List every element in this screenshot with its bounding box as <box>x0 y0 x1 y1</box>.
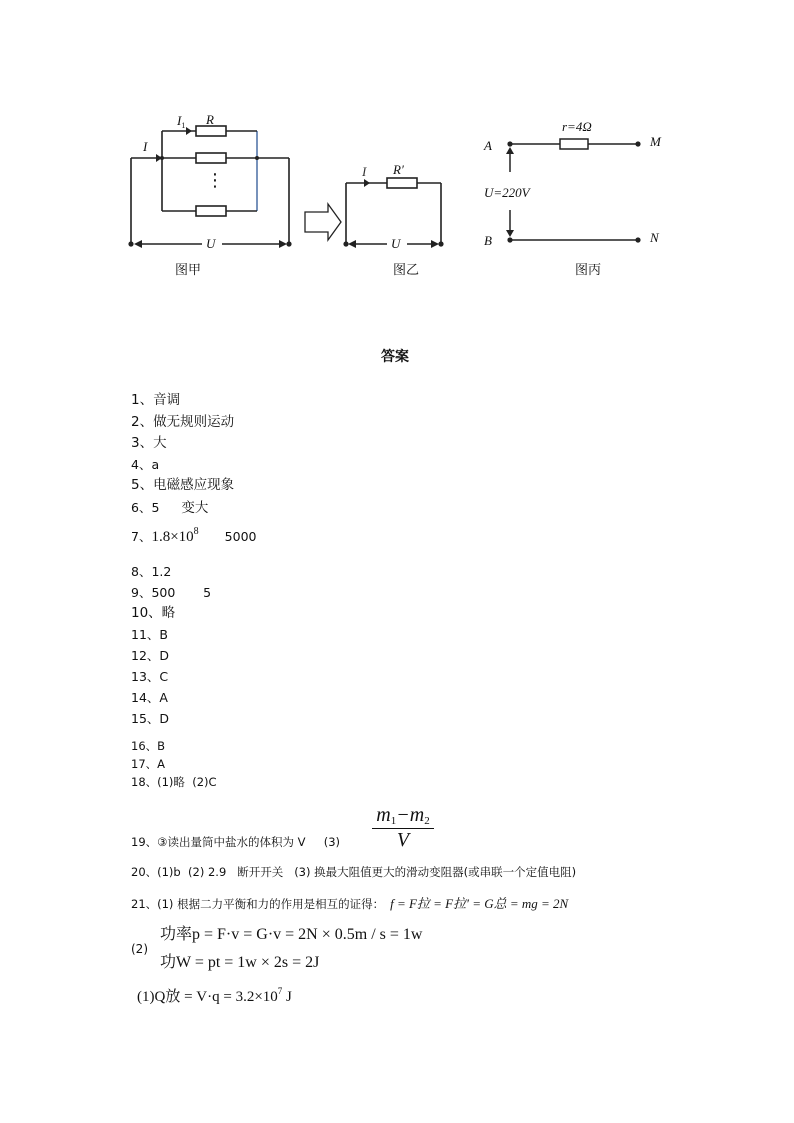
answer-8: 8、1.2 <box>131 564 172 579</box>
answer-13: 13、C <box>131 669 169 684</box>
answer-21: 21、(1) 根据二力平衡和力的作用是相互的证得： f = F拉 = F拉′ = G总 = mg = 2N <box>131 896 569 911</box>
answer-21-work: 功W = pt = 1w × 2s = 2J <box>160 954 320 971</box>
label-R: R <box>206 112 214 127</box>
answer-4: 4、a <box>131 457 160 472</box>
label-U-yi: U <box>391 236 401 251</box>
answer-12: 12、D <box>131 648 170 663</box>
answer-22: (1)Q放 = $V\cdot q = 3.2\times 10^7$ J <box>137 986 292 1005</box>
label-I: I <box>143 139 148 154</box>
label-N: N <box>650 230 659 245</box>
answer-18: 18、(1)略 (2)C <box>131 775 217 789</box>
answer-20: 20、(1)b (2) 2.9 断开开关 (3) 换最大阻值更大的滑动变阻器(或串联一个定值电阻) <box>131 865 577 879</box>
label-I1: $I_1$ <box>177 113 186 130</box>
answer-1: 1、音调 <box>131 392 181 408</box>
answer-16: 16、B <box>131 739 166 753</box>
label-U-220V: U=220V <box>484 185 530 200</box>
answer-21-power: 功率p = F·v = G·v = 2N × 0.5m / s = 1w <box>160 926 423 943</box>
label-r: r=4Ω <box>562 119 592 134</box>
answer-7: 7、$1.8\times 10^8$ 5000 <box>131 526 257 545</box>
label-A: A <box>484 138 492 153</box>
answer-17: 17、A <box>131 757 166 771</box>
label-U: U <box>206 236 216 251</box>
caption-bing: 图丙 <box>575 263 602 278</box>
label-M: M <box>650 134 661 149</box>
answer-9: 9、500 5 <box>131 585 212 600</box>
answer-2: 2、做无规则运动 <box>131 414 235 430</box>
answer-11: 11、B <box>131 627 168 642</box>
answers-title: 答案 <box>381 349 409 365</box>
answer-19: 19、③读出量筒中盐水的体积为 V (3) <box>131 835 341 849</box>
answer-5: 5、电磁感应现象 <box>131 477 235 493</box>
caption-jia: 图甲 <box>175 263 202 278</box>
answer-14: 14、A <box>131 690 168 705</box>
label-R-prime: R′ <box>393 162 404 177</box>
answer-3: 3、大 <box>131 435 167 451</box>
caption-yi: 图乙 <box>393 263 420 278</box>
label-B: B <box>484 233 492 248</box>
transform-arrow-icon <box>305 204 341 240</box>
answer-21-part2-label: (2) <box>131 942 148 956</box>
ellipsis-dots: ⋮ <box>206 170 224 191</box>
density-fraction: $\frac{m_1-m_2}{V}$ <box>372 804 434 852</box>
answer-15: 15、D <box>131 711 170 726</box>
answer-6: 6、5 变大 <box>131 500 209 516</box>
label-I-yi: I <box>362 164 367 179</box>
answer-10: 10、略 <box>131 605 176 621</box>
